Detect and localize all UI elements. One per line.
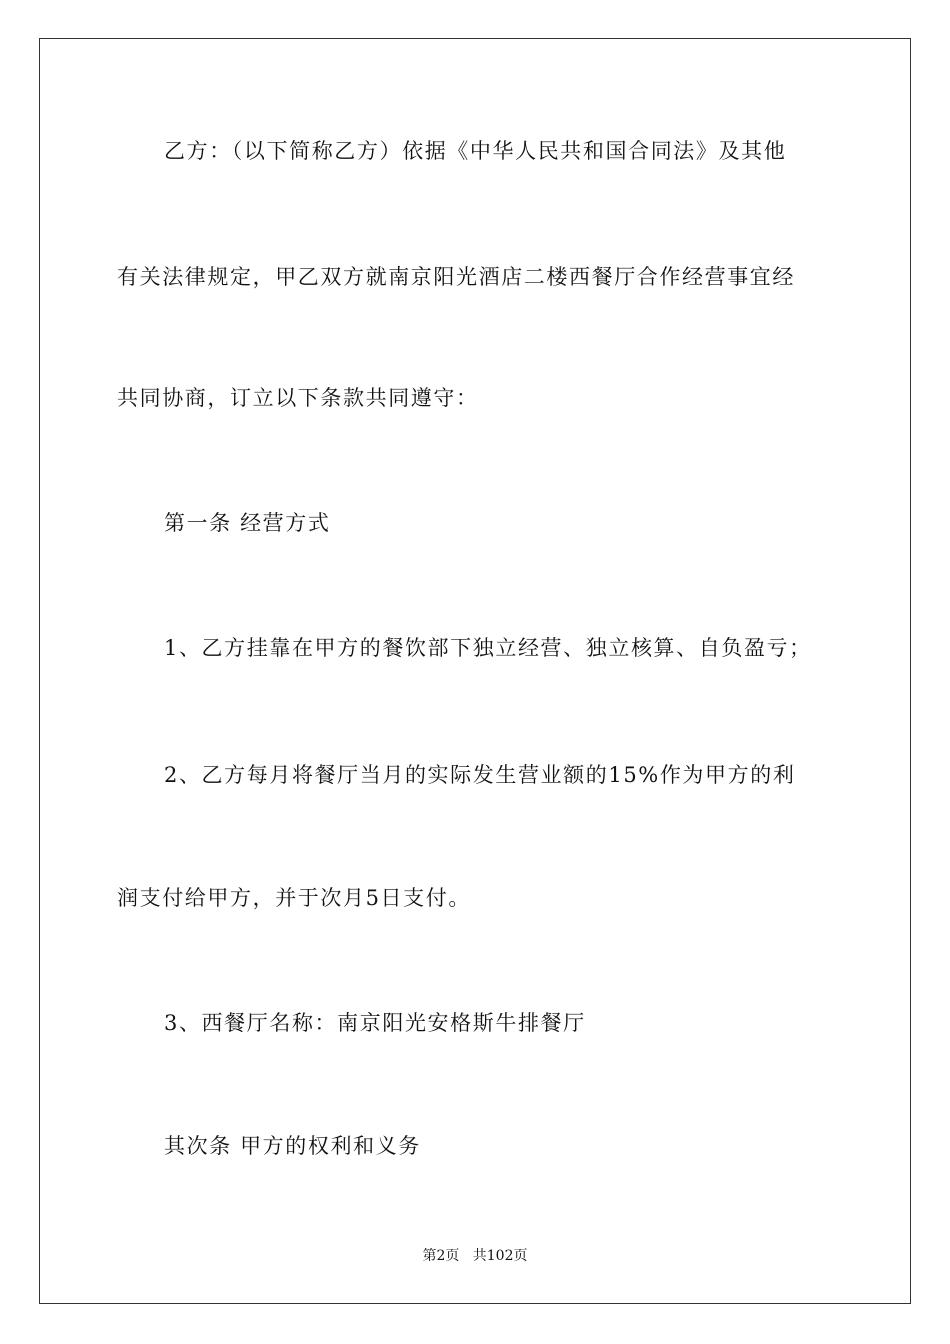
clause-item-3: 3、西餐厅名称：南京阳光安格斯牛排餐厅 [164,1011,586,1035]
section-heading-1: 第一条 经营方式 [164,511,331,535]
clause-item-1: 1、乙方挂靠在甲方的餐饮部下独立经营、独立核算、自负盈亏； [164,636,812,660]
paragraph-line-2: 有关法律规定，甲乙双方就南京阳光酒店二楼西餐厅合作经营事宜经 [117,265,795,289]
clause-item-2-continued: 润支付给甲方，并于次月5日支付。 [117,886,471,910]
page-number-footer: 第2页 共102页 [422,1248,528,1264]
paragraph-line-3: 共同协商，订立以下条款共同遵守： [117,386,479,410]
clause-item-2: 2、乙方每月将餐厅当月的实际发生营业额的15%作为甲方的利 [164,763,796,787]
section-heading-2: 其次条 甲方的权利和义务 [164,1134,421,1158]
page-frame [39,38,911,1304]
paragraph-line-1: 乙方：（以下简称乙方）依据《中华人民共和国合同法》及其他 [164,139,787,163]
